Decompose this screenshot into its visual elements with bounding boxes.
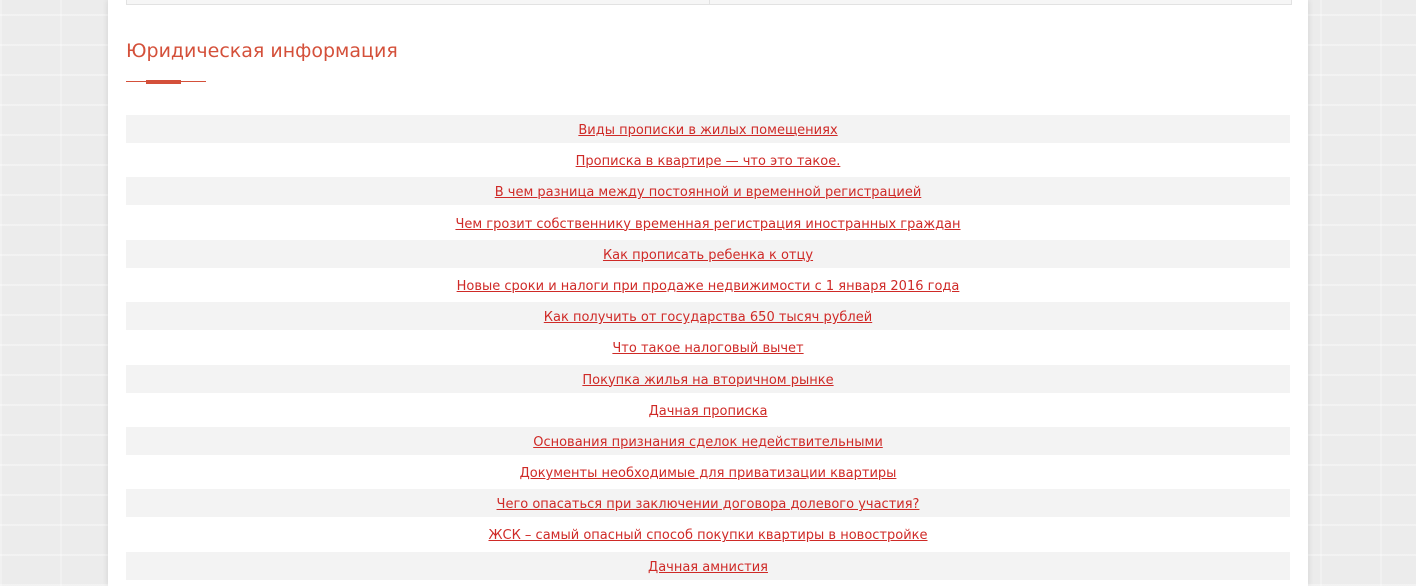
list-item bbox=[126, 115, 1290, 143]
list-item bbox=[126, 271, 1290, 299]
table-cell bbox=[127, 0, 709, 4]
list-item bbox=[126, 427, 1290, 455]
list-item bbox=[126, 240, 1290, 268]
article-link-secondary-market[interactable]: Покупка жилья на вторичном рынке bbox=[582, 372, 834, 388]
list-item bbox=[126, 396, 1290, 424]
list-item bbox=[126, 365, 1290, 393]
article-link-dacha-registration[interactable]: Дачная прописка bbox=[648, 403, 768, 419]
list-item bbox=[126, 302, 1290, 330]
article-link-tax-deduction[interactable]: Что такое налоговый вычет bbox=[612, 341, 804, 357]
legal-links-list bbox=[126, 115, 1290, 583]
list-item bbox=[126, 177, 1290, 205]
article-link-650-thousand[interactable]: Как получить от государства 650 тысяч рублей bbox=[543, 310, 873, 326]
article-link-apartment-registration[interactable]: Прописка в квартире — что это такое. bbox=[575, 154, 841, 170]
title-divider bbox=[126, 80, 206, 84]
list-item bbox=[126, 333, 1290, 361]
divider-accent bbox=[146, 80, 181, 84]
table-cell bbox=[709, 0, 1292, 4]
list-item bbox=[126, 209, 1290, 237]
article-link-shared-construction[interactable]: Чего опасаться при заключении договора долевого участия? bbox=[496, 497, 920, 513]
section-title: Юридическая информация bbox=[126, 40, 398, 62]
previous-table-bottom bbox=[126, 0, 1292, 5]
list-item bbox=[126, 146, 1290, 174]
article-link-privatization-docs[interactable]: Документы необходимые для приватизации квартиры bbox=[519, 466, 897, 482]
list-item bbox=[126, 520, 1290, 548]
content-panel bbox=[108, 0, 1308, 586]
article-link-foreigners-registration[interactable]: Чем грозит собственнику временная регистрация иностранных граждан bbox=[455, 216, 961, 232]
article-link-child-registration[interactable]: Как прописать ребенка к отцу bbox=[602, 247, 814, 263]
list-item bbox=[126, 552, 1290, 580]
article-link-taxes-2016[interactable]: Новые сроки и налоги при продаже недвижимости с 1 января 2016 года bbox=[456, 278, 960, 294]
article-link-permanent-vs-temporary[interactable]: В чем разница между постоянной и временной регистрацией bbox=[494, 185, 922, 201]
list-item bbox=[126, 458, 1290, 486]
article-link-zhsk[interactable]: ЖСК – самый опасный способ покупки квартиры в новостройке bbox=[488, 528, 928, 544]
list-item bbox=[126, 489, 1290, 517]
article-link-invalid-deals[interactable]: Основания признания сделок недействительными bbox=[533, 434, 883, 450]
article-link-registration-types[interactable]: Виды прописки в жилых помещениях bbox=[578, 123, 838, 138]
article-link-dacha-amnesty[interactable]: Дачная амнистия bbox=[648, 559, 768, 575]
